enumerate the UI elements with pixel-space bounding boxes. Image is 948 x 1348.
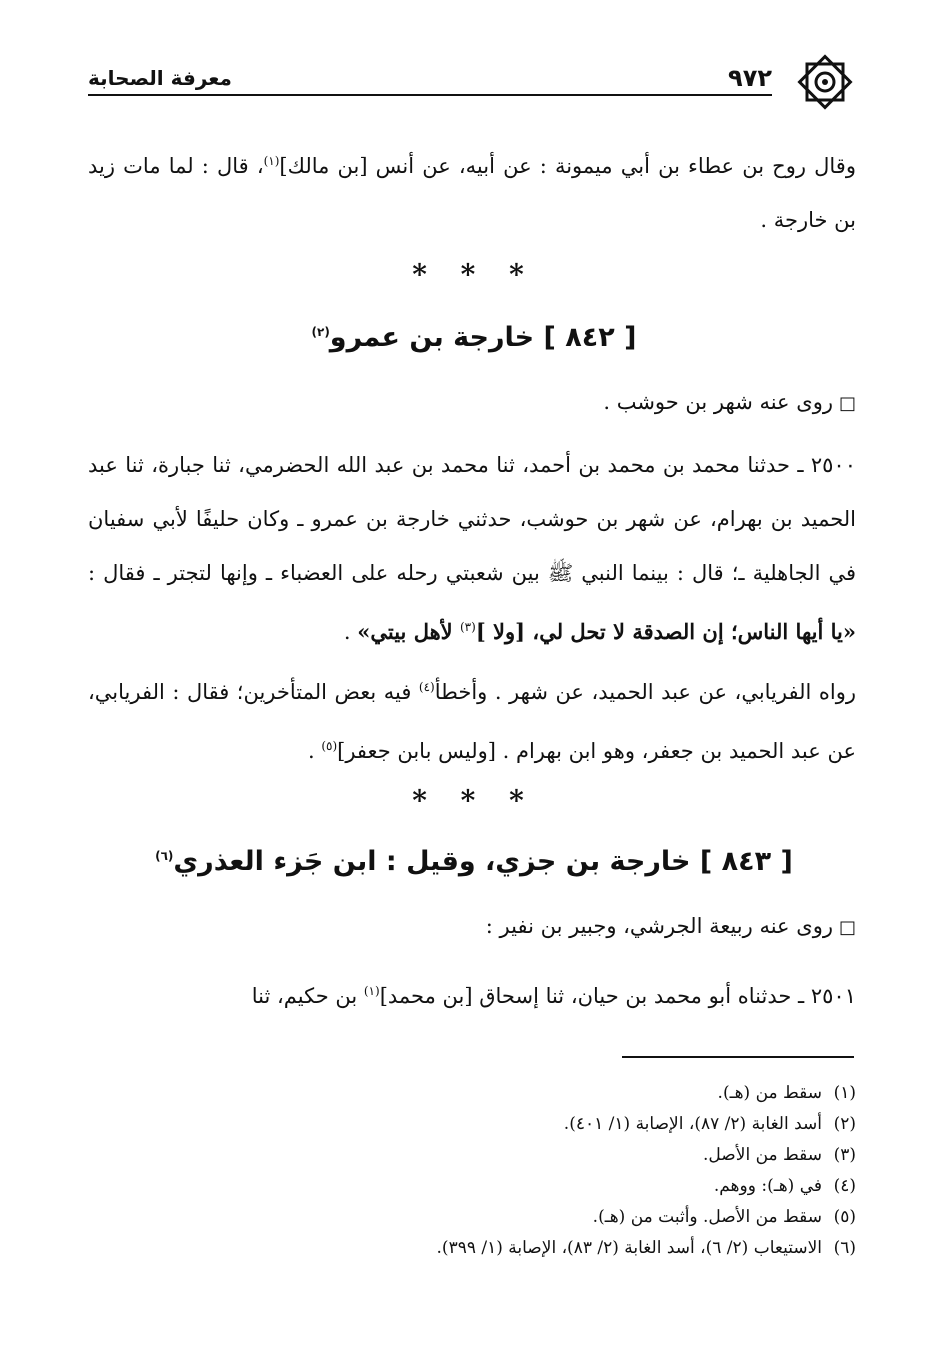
- footnote-text: الاستيعاب (٢/ ٦)، أسد الغابة (٢/ ٨٣)، الإصابة (١/ ٣٩٩).: [436, 1238, 822, 1258]
- hadith-quote-b: لأهل بيتي»: [357, 619, 460, 644]
- footnote-number: (٤): [833, 1176, 856, 1196]
- narrators-line-842: [603, 390, 856, 414]
- hadith-2500: [88, 438, 856, 659]
- footnote-text: سقط من الأصل.: [703, 1145, 822, 1165]
- hadith-text-b: بن حكيم، ثنا: [251, 984, 364, 1008]
- footnotes-list: [437, 1078, 856, 1264]
- footnote-item: [437, 1078, 856, 1109]
- footnote-text: في (هـ): ووهم.: [713, 1176, 822, 1196]
- entry-heading-843: [0, 846, 948, 877]
- rawah-paragraph: [88, 660, 856, 778]
- footnote-ref: (١): [363, 984, 380, 998]
- footnote-ref: (٣): [459, 620, 476, 634]
- footnote-ref: (٢): [311, 325, 330, 339]
- rawah-text-b: فيه بعض المتأخرين؛ فقال : الفريابي، عن عبد الحميد بن جعفر، وهو ابن بهرام . [وليس بابن جعفر]: [88, 680, 856, 763]
- header-rule: [88, 94, 772, 96]
- footnote-number: (٢): [833, 1114, 856, 1134]
- intro-paragraph: [88, 134, 856, 247]
- footnote-ref: (٥): [321, 739, 338, 753]
- footnote-ref: (٤): [418, 680, 435, 694]
- page-number: ٩٧٢: [728, 64, 772, 92]
- ornament-icon: [790, 52, 860, 112]
- entry-heading-842: [0, 322, 948, 353]
- book-title: معرفة الصحابة: [88, 66, 232, 90]
- footnote-text: سقط من الأصل. وأثبت من (هـ).: [592, 1207, 822, 1227]
- box-marker-icon: □: [838, 393, 856, 414]
- hadith-text-a: ٢٥٠١ ـ حدثناه أبو محمد بن حيان، ثنا إسحاق [بن محمد]: [379, 984, 856, 1008]
- entry-heading-text: [ ٨٤٣ ] خارجة بن جزي، وقيل : ابن جَزء العذري: [173, 846, 793, 877]
- hadith-quote-a: «يا أيها الناس؛ إن الصدقة لا تحل لي، [ولا ]: [475, 619, 856, 644]
- section-separator: * * *: [412, 784, 536, 817]
- narrators-line-843: [486, 914, 856, 938]
- footnote-item: [437, 1171, 856, 1202]
- footnote-text: أسد الغابة (٢/ ٨٧)، الإصابة (١/ ٤٠١).: [563, 1114, 822, 1134]
- footnote-item: [437, 1109, 856, 1140]
- entry-heading-text: [ ٨٤٢ ] خارجة بن عمرو: [329, 322, 637, 353]
- page-header: [88, 62, 860, 102]
- hadith-2501: [88, 964, 856, 1023]
- hadith-text-b: .: [343, 620, 358, 644]
- footnote-number: (٣): [833, 1145, 856, 1165]
- footnote-rule: [622, 1056, 854, 1058]
- footnote-item: [437, 1202, 856, 1233]
- intro-text-a: وقال روح بن عطاء بن أبي ميمونة : عن أبيه، عن أنس [بن مالك]: [279, 154, 856, 178]
- intro-text-b: ، قال : لما مات زيد بن خارجة .: [88, 154, 856, 232]
- footnote-number: (٥): [833, 1207, 856, 1227]
- footnote-text: سقط من (هـ).: [717, 1083, 822, 1103]
- narrators-text: روى عنه شهر بن حوشب .: [603, 390, 833, 414]
- footnote-item: [437, 1233, 856, 1264]
- section-separator: * * *: [412, 258, 536, 291]
- footnote-number: (٦): [833, 1238, 856, 1258]
- narrators-text: روى عنه ربيعة الجرشي، وجبير بن نفير :: [485, 914, 833, 938]
- footnote-ref: (١): [263, 154, 280, 168]
- footnote-item: [437, 1140, 856, 1171]
- rawah-text-c: .: [307, 739, 322, 763]
- footnote-number: (١): [833, 1083, 856, 1103]
- box-marker-icon: □: [838, 917, 856, 938]
- hadith-text-a: ٢٥٠٠ ـ حدثنا محمد بن محمد بن أحمد، ثنا محمد بن عبد الله الحضرمي، ثنا جبارة، ثنا عبد الحميد بن بهرام، عن شهر بن حوشب، حدثني خارجة بن عمرو ـ وكان حليفًا لأبي سفيان في الجاهلية ـ؛ قال : بينما النبي ﷺ بين شعبتي رحله على العضباء ـ وإنها لتجتر ـ فقال :: [88, 453, 856, 585]
- footnote-ref: (٦): [155, 849, 174, 863]
- rawah-text-a: رواه الفريابي، عن عبد الحميد، عن شهر . وأخطأ: [434, 680, 856, 704]
